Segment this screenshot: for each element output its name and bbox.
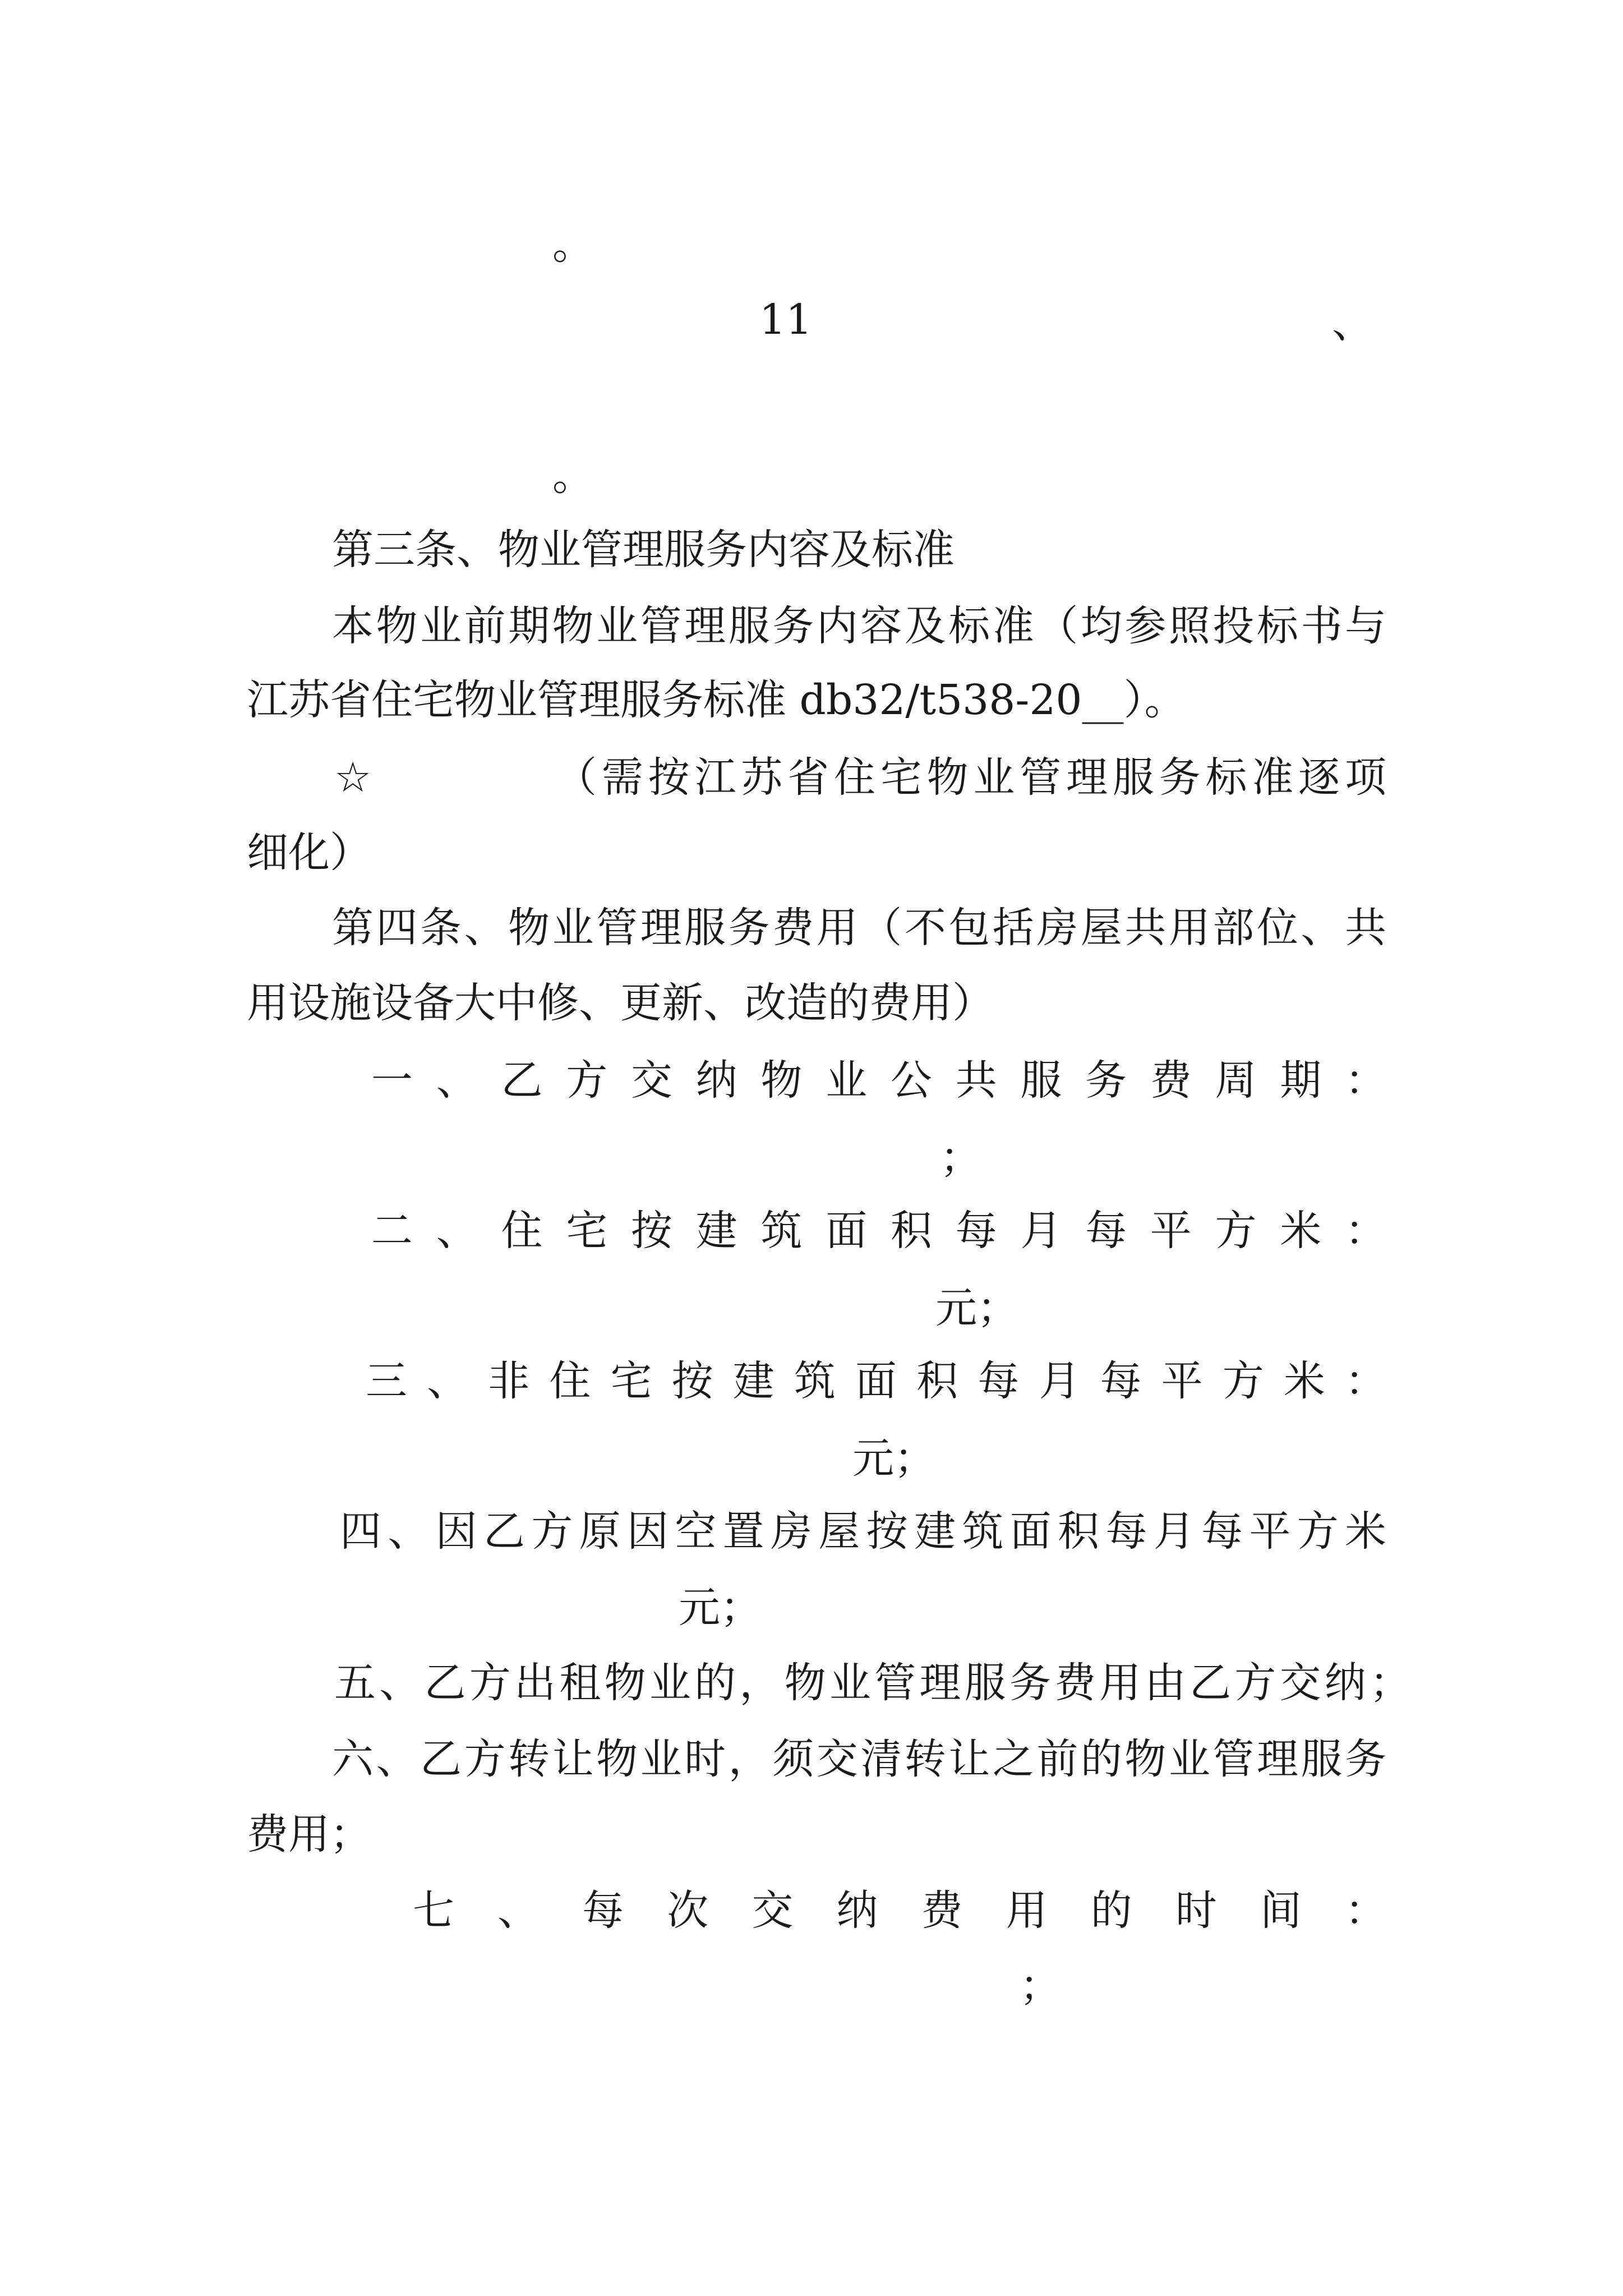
fee-item-7-tail: ； <box>1020 1962 1061 2010</box>
fee-item-6: 六、乙方转让物业时，须交清转让之前的物业管理服务 <box>332 1735 1386 1783</box>
fragment-comma: 、 <box>1332 299 1373 347</box>
article-3-body-line-1: 本物业前期物业管理服务内容及标准（均参照投标书与 <box>332 602 1386 650</box>
fee-item-2-tail: 元； <box>935 1284 1018 1332</box>
fee-item-6-tail: 费用； <box>247 1810 371 1858</box>
article-3-note-star: ☆ <box>334 753 372 802</box>
fee-item-7: 七、每次交纳费用的时间： <box>413 1887 1386 1935</box>
article-4-heading-line-1: 第四条、物业管理服务费用（不包括房屋共用部位、共 <box>332 904 1386 952</box>
article-4-heading-line-2: 用设施设备大中修、更新、改造的费用） <box>247 979 994 1027</box>
fee-item-1-tail: ； <box>940 1134 981 1182</box>
article-3-heading: 第三条、物业管理服务内容及标准 <box>332 526 955 574</box>
fee-item-4: 四、因乙方原因空置房屋按建筑面积每月每平方米 <box>340 1507 1386 1556</box>
fee-item-3: 三、非住宅按建筑面积每月每平方米： <box>366 1357 1386 1405</box>
fee-item-1: 一、乙方交纳物业公共服务费周期： <box>371 1056 1386 1105</box>
article-3-note-text: （需按江苏省住宅物业管理服务标准逐项 <box>555 753 1386 802</box>
fee-item-4-tail: 元； <box>679 1584 762 1632</box>
article-3-body-line-2: 江苏省住宅物业管理服务标准 db32/t538-20__）。 <box>247 676 1186 724</box>
fragment-number: 11 <box>759 296 813 344</box>
fragment-circle-1: 。 <box>552 220 594 269</box>
fee-item-2: 二、住宅按建筑面积每月每平方米： <box>371 1207 1386 1255</box>
article-3-note-cont: 细化） <box>247 829 371 877</box>
fee-item-5: 五、乙方出租物业的，物业管理服务费用由乙方交纳； <box>334 1659 1411 1707</box>
fee-item-3-tail: 元； <box>852 1434 935 1483</box>
fragment-circle-2: 。 <box>552 452 594 500</box>
